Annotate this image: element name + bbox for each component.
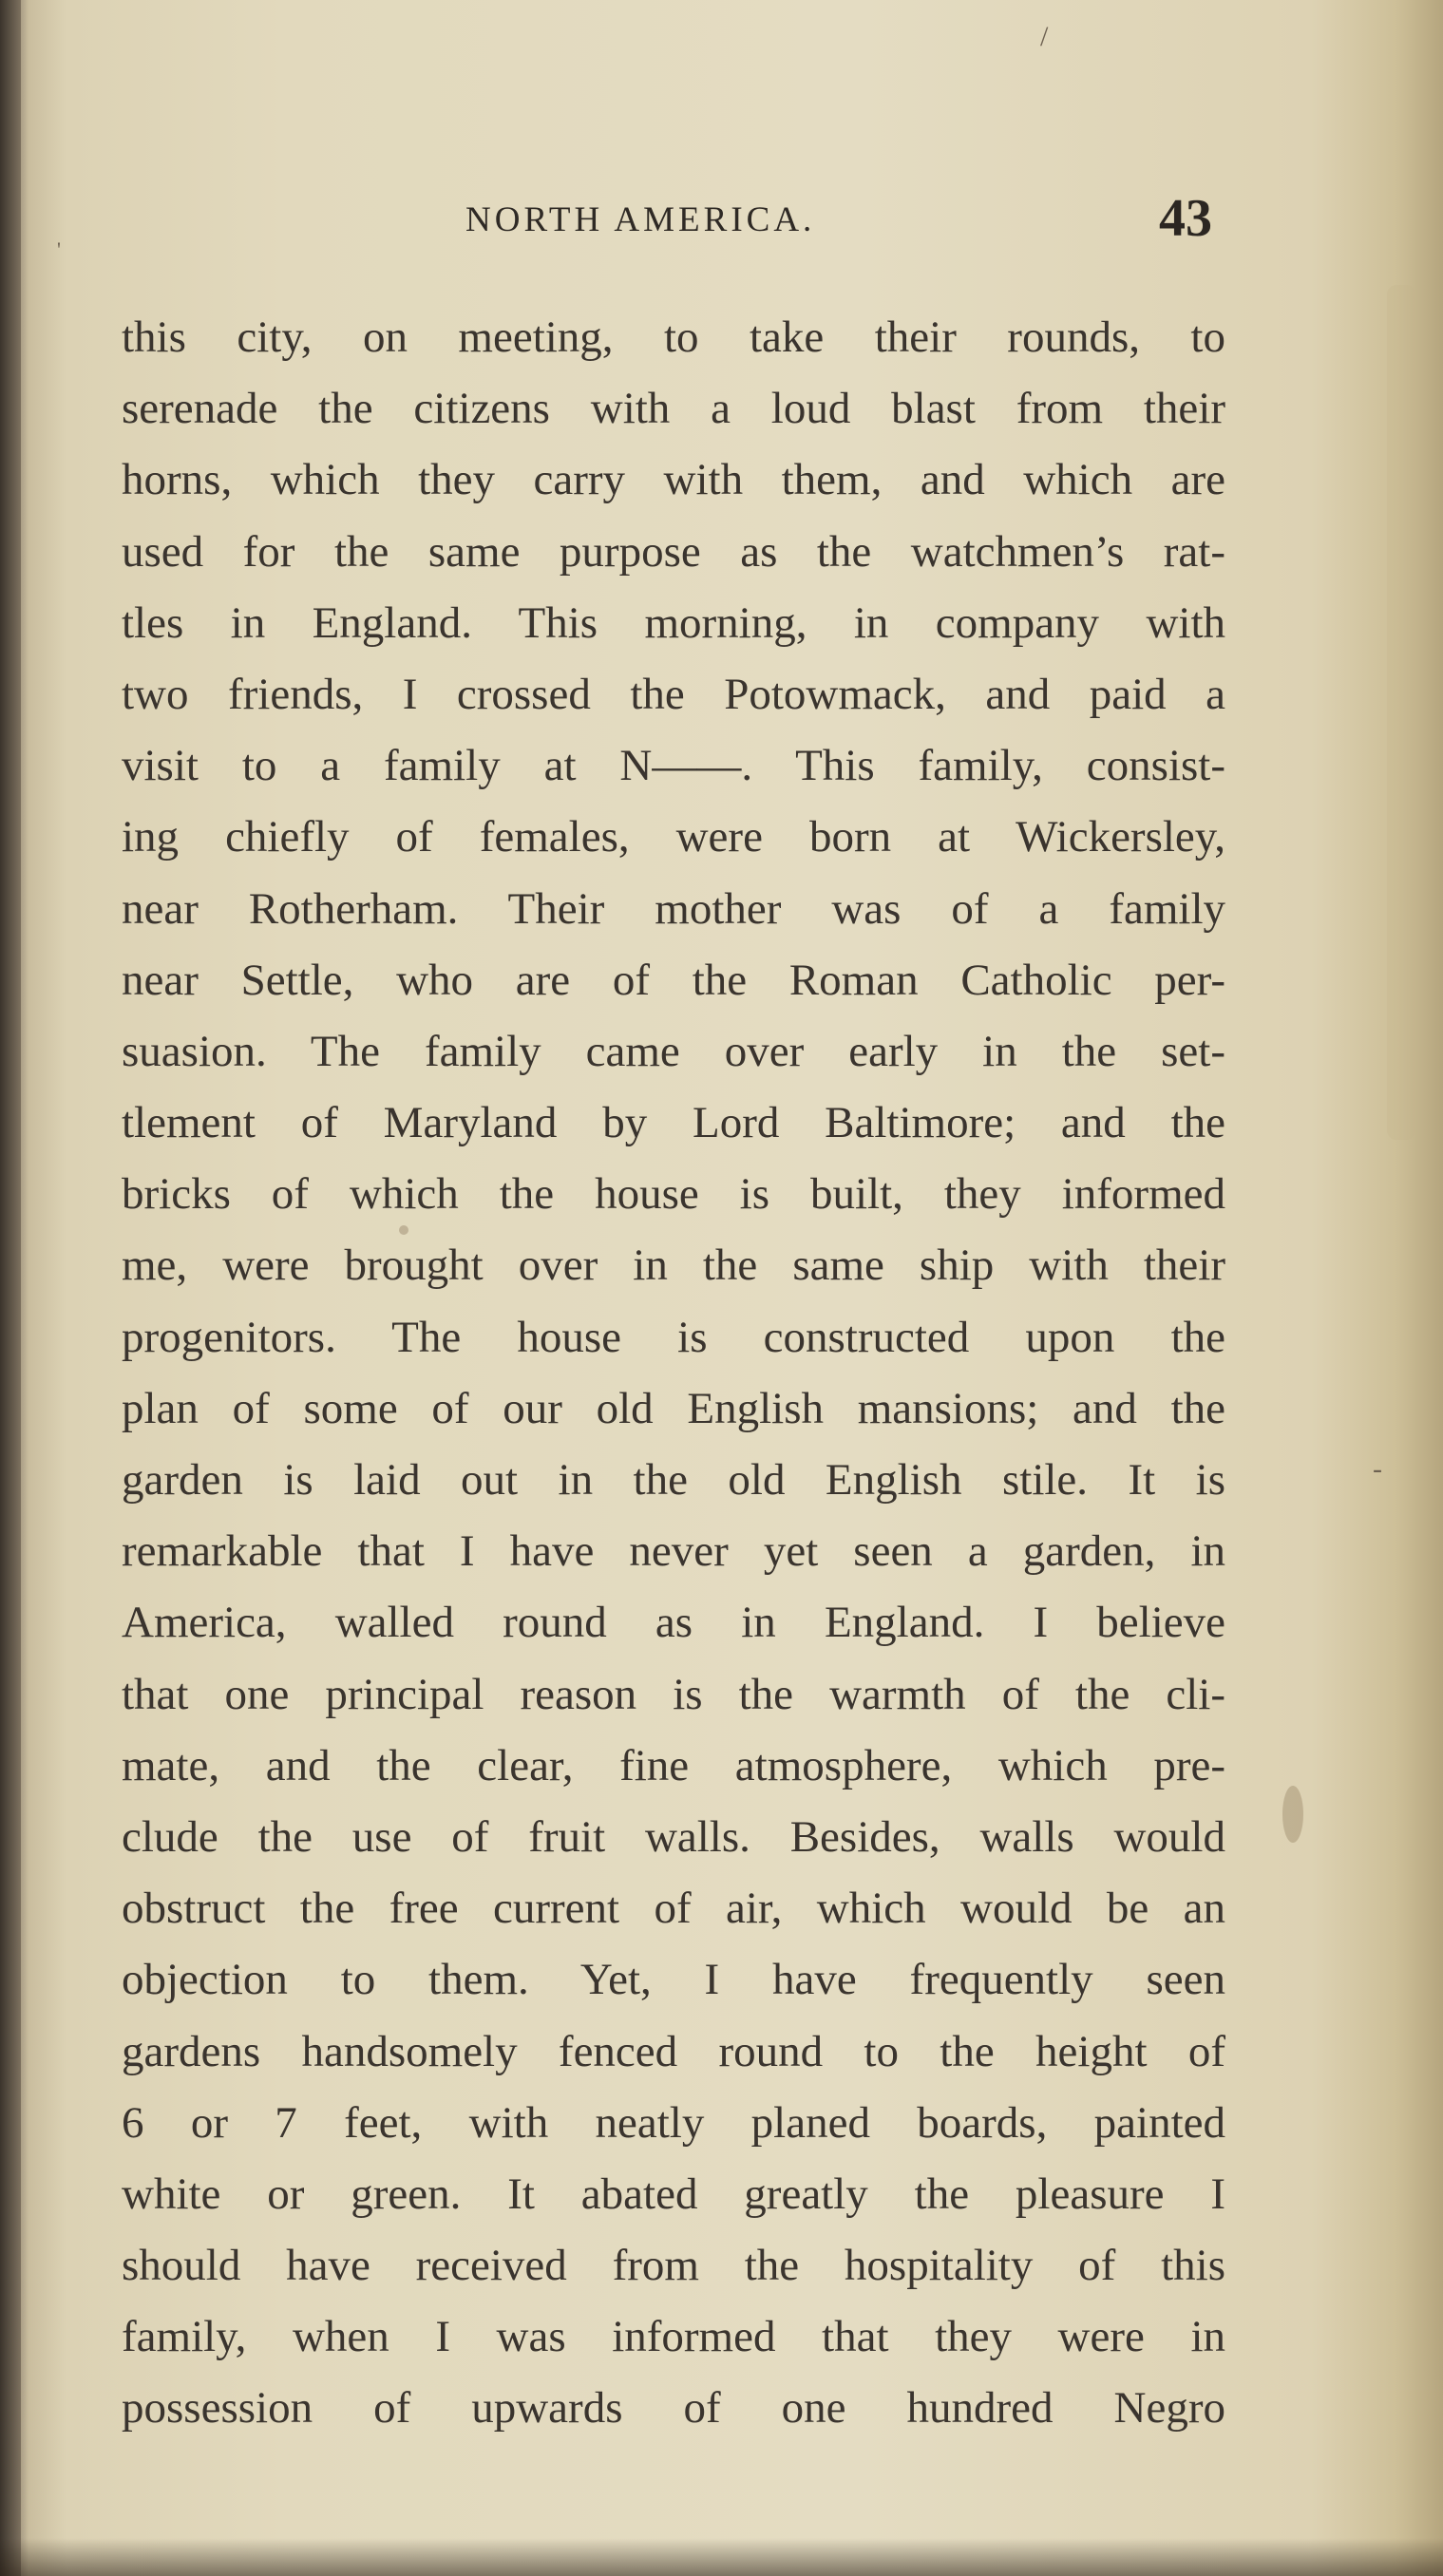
text-line: possession of upwards of one hundred Negro [122, 2383, 1225, 2434]
text-line: mate, and the clear, fine atmosphere, which pre- [122, 1740, 1225, 1790]
text-line: tlement of Maryland by Lord Baltimore; and the [122, 1098, 1225, 1148]
text-line: objection to them. Yet, I have frequently seen [122, 1955, 1225, 2005]
text-line: America, walled round as in England. I believe [122, 1598, 1225, 1648]
text-line: plan of some of our old English mansions; and the [122, 1383, 1225, 1433]
text-line: bricks of which the house is built, they informed [122, 1169, 1225, 1220]
text-line: visit to a family at N——. This family, consist- [122, 741, 1225, 791]
text-line: ing chiefly of females, were born at Wickersley, [122, 812, 1225, 862]
text-line: used for the same purpose as the watchmen’s rat- [122, 526, 1225, 577]
text-line: serenade the citizens with a loud blast from their [122, 384, 1225, 434]
text-line: gardens handsomely fenced round to the height of [122, 2026, 1225, 2076]
text-line: should have received from the hospitality of this [122, 2241, 1225, 2291]
text-line: tles in England. This morning, in company with [122, 597, 1225, 648]
paper-stain [1387, 285, 1415, 1140]
text-line: that one principal reason is the warmth of the cli- [122, 1669, 1225, 1719]
text-line: garden is laid out in the old English stile. It is [122, 1455, 1225, 1505]
text-line: obstruct the free current of air, which would be an [122, 1884, 1225, 1934]
text-line: clude the use of fruit walls. Besides, walls would [122, 1811, 1225, 1862]
text-line: white or green. It abated greatly the pleasure I [122, 2169, 1225, 2219]
text-line: near Settle, who are of the Roman Catholic per- [122, 955, 1225, 1005]
paper-stain [1282, 1786, 1303, 1843]
text-line: suasion. The family came over early in the set- [122, 1026, 1225, 1076]
text-line: me, were brought over in the same ship with their [122, 1241, 1225, 1291]
running-head [0, 188, 1443, 255]
pencil-mark: - [1373, 1453, 1382, 1485]
text-line: two friends, I crossed the Potowmack, and paid a [122, 669, 1225, 719]
text-line: near Rotherham. Their mother was of a family [122, 883, 1225, 934]
pencil-mark: ' [57, 237, 61, 261]
running-head-title: NORTH AMERICA. [465, 200, 816, 239]
pencil-mark: / [1040, 21, 1049, 52]
text-line: this city, on meeting, to take their rounds, to [122, 313, 1225, 362]
page-number: 43 [1159, 189, 1212, 248]
text-line: horns, which they carry with them, and which are [122, 455, 1225, 505]
page-gutter-edge [0, 0, 21, 2576]
text-line: 6 or 7 feet, with neatly planed boards, painted [122, 2097, 1225, 2148]
text-line: family, when I was informed that they were in [122, 2312, 1225, 2362]
text-line: progenitors. The house is constructed upon the [122, 1312, 1225, 1362]
body-text [122, 302, 1225, 2445]
page-bottom-shadow [0, 2538, 1443, 2576]
text-line: remarkable that I have never yet seen a garden, in [122, 1526, 1225, 1577]
